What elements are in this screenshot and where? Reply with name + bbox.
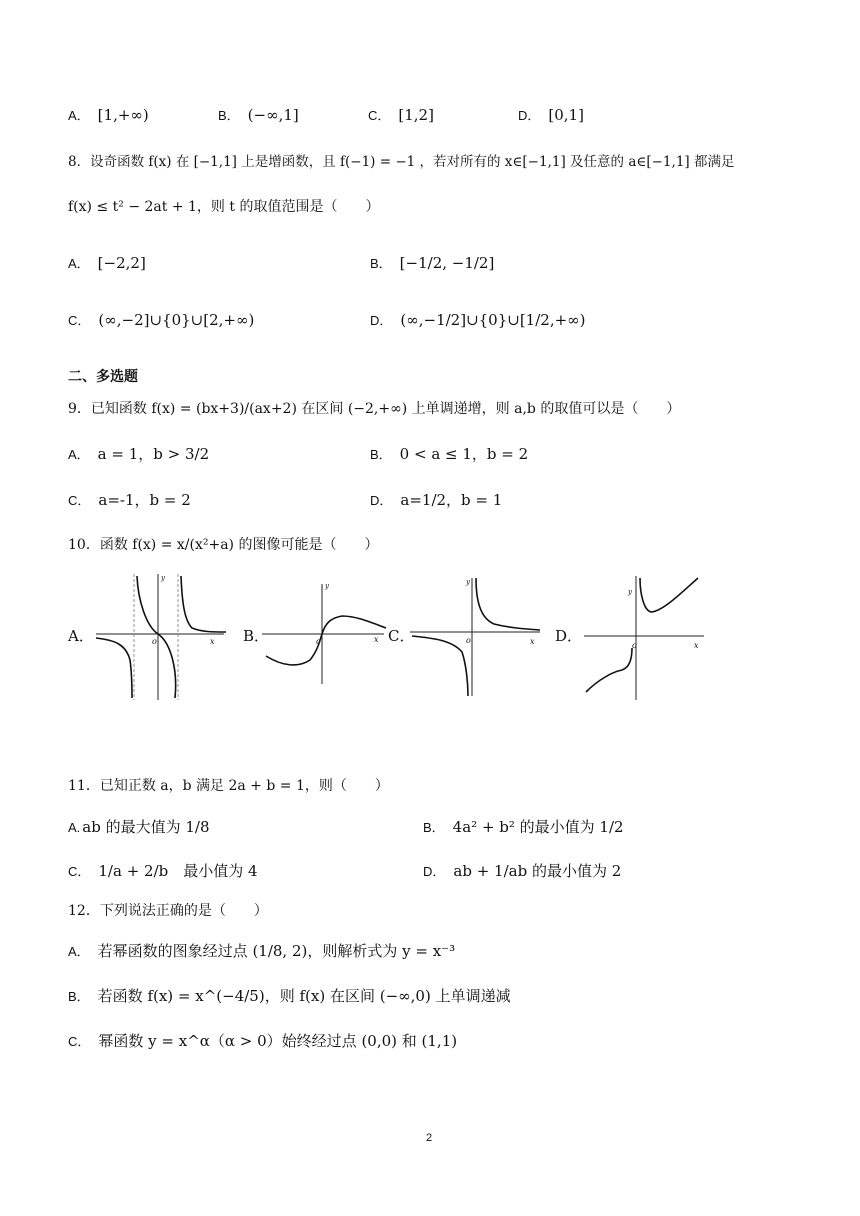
q11-option-c[interactable] bbox=[68, 860, 258, 883]
q10-option-a-label[interactable]: A． bbox=[68, 627, 94, 645]
q7-option-a[interactable] bbox=[68, 104, 149, 127]
q9-option-c[interactable] bbox=[68, 489, 191, 512]
curve-right bbox=[181, 576, 226, 632]
option-text: [1,+∞) bbox=[97, 106, 149, 124]
option-label: A. bbox=[68, 820, 81, 835]
option-label: B． bbox=[68, 989, 90, 1004]
y-label: y bbox=[325, 582, 329, 590]
q9-stem: 9．已知函数 f(x) = (bx+3)/(ax+2) 在区间 (−2,+∞) 上单调递增，则 a,b 的取值可以是（ ） bbox=[68, 401, 681, 417]
option-label: B． bbox=[423, 820, 445, 835]
option-label: C． bbox=[368, 108, 391, 123]
option-label: D． bbox=[518, 108, 541, 123]
q8-option-c[interactable] bbox=[68, 309, 254, 332]
q8-option-d[interactable] bbox=[370, 309, 586, 332]
q9-option-b[interactable] bbox=[370, 443, 528, 466]
option-label: D． bbox=[423, 864, 446, 879]
q12-stem: 12．下列说法正确的是（ ） bbox=[68, 903, 268, 919]
option-text: ab + 1/ab 的最小值为 2 bbox=[453, 862, 622, 880]
q10-stem: 10．函数 f(x) = x/(x²+a) 的图像可能是（ ） bbox=[68, 537, 379, 553]
y-label: y bbox=[466, 578, 470, 586]
q10-graph-a bbox=[92, 570, 232, 702]
origin-label: o bbox=[316, 637, 321, 646]
origin-label: o bbox=[632, 641, 637, 650]
q10-graph-b bbox=[262, 578, 388, 688]
option-label: B． bbox=[218, 108, 240, 123]
option-label: B． bbox=[370, 256, 392, 271]
curve-left bbox=[586, 648, 632, 692]
curve-right bbox=[476, 578, 540, 630]
q8-stem-line1: 8．设奇函数 f(x) 在 [−1,1] 上是增函数，且 f(−1) = −1 ，若对所有的 x∈[−1,1] 及任意的 a∈[−1,1] 都满足 bbox=[68, 154, 735, 170]
option-text: (−∞,1] bbox=[247, 106, 299, 124]
curve-left bbox=[412, 636, 468, 696]
option-label: C． bbox=[68, 864, 91, 879]
q9-option-a[interactable] bbox=[68, 443, 209, 466]
x-label: x bbox=[530, 637, 535, 646]
q8-stem-line2: f(x) ≤ t² − 2at + 1，则 t 的取值范围是（ ） bbox=[68, 199, 380, 215]
y-label: y bbox=[161, 574, 165, 582]
option-text: [−1/2, −1/2] bbox=[399, 254, 495, 272]
option-label: A． bbox=[68, 944, 90, 959]
q10-option-d-label[interactable]: D． bbox=[555, 627, 583, 645]
section-title: 二、多选题 bbox=[68, 368, 138, 384]
option-label: D． bbox=[370, 493, 393, 508]
x-label: x bbox=[374, 635, 379, 644]
option-label: D． bbox=[370, 313, 393, 328]
option-label: C． bbox=[68, 313, 91, 328]
option-label: C． bbox=[68, 493, 91, 508]
q8-option-b[interactable] bbox=[370, 252, 494, 275]
option-text: a=1/2，b = 1 bbox=[400, 491, 503, 509]
option-text: 1/a + 2/b 最小值为 4 bbox=[98, 862, 258, 880]
q10-graph-d bbox=[582, 572, 708, 702]
curve bbox=[266, 616, 386, 665]
x-label: x bbox=[694, 641, 699, 650]
option-text: (∞,−2]∪{0}∪[2,+∞) bbox=[98, 311, 255, 329]
q11-option-a[interactable] bbox=[68, 816, 210, 839]
option-label: B． bbox=[370, 447, 392, 462]
option-label: A． bbox=[68, 108, 90, 123]
q10-option-b-label[interactable]: B． bbox=[243, 627, 270, 645]
q11-option-d[interactable] bbox=[423, 860, 621, 883]
q12-option-b[interactable] bbox=[68, 985, 511, 1008]
origin-label: o bbox=[466, 636, 471, 645]
curve-right bbox=[640, 578, 698, 612]
option-text: 若幂函数的图象经过点 (1/8, 2)，则解析式为 y = x⁻³ bbox=[97, 942, 456, 960]
q12-option-c[interactable] bbox=[68, 1030, 457, 1053]
option-text: 4a² + b² 的最小值为 1/2 bbox=[452, 818, 624, 836]
option-text: 0 < a ≤ 1，b = 2 bbox=[399, 445, 529, 463]
origin-label: o bbox=[152, 637, 157, 646]
q10-option-c-label[interactable]: C． bbox=[388, 627, 415, 645]
option-text: 幂函数 y = x^α（α > 0）始终经过点 (0,0) 和 (1,1) bbox=[98, 1032, 458, 1050]
option-text: ab 的最大值为 1/8 bbox=[82, 818, 210, 836]
q7-option-c[interactable] bbox=[368, 104, 434, 127]
q12-option-a[interactable] bbox=[68, 940, 455, 963]
option-text: a=-1，b = 2 bbox=[98, 491, 191, 509]
q9-option-d[interactable] bbox=[370, 489, 502, 512]
y-label: y bbox=[628, 588, 632, 596]
x-label: x bbox=[210, 637, 215, 646]
q7-option-d[interactable] bbox=[518, 104, 584, 127]
page-number: 2 bbox=[426, 1132, 433, 1144]
q10-graph-c bbox=[408, 574, 544, 698]
option-text: [1,2] bbox=[398, 106, 434, 124]
q8-option-a[interactable] bbox=[68, 252, 146, 275]
q11-option-b[interactable] bbox=[423, 816, 624, 839]
option-text: [0,1] bbox=[548, 106, 584, 124]
option-text: 若函数 f(x) = x^(−4/5)，则 f(x) 在区间 (−∞,0) 上单调递减 bbox=[97, 987, 511, 1005]
q11-stem: 11．已知正数 a，b 满足 2a + b = 1，则（ ） bbox=[68, 778, 389, 794]
q7-option-b[interactable] bbox=[218, 104, 299, 127]
option-label: A． bbox=[68, 256, 90, 271]
option-text: a = 1，b > 3/2 bbox=[97, 445, 210, 463]
curve-left bbox=[96, 638, 132, 698]
option-label: C． bbox=[68, 1034, 91, 1049]
option-label: A． bbox=[68, 447, 90, 462]
option-text: (∞,−1/2]∪{0}∪[1/2,+∞) bbox=[400, 311, 586, 329]
option-text: [−2,2] bbox=[97, 254, 146, 272]
